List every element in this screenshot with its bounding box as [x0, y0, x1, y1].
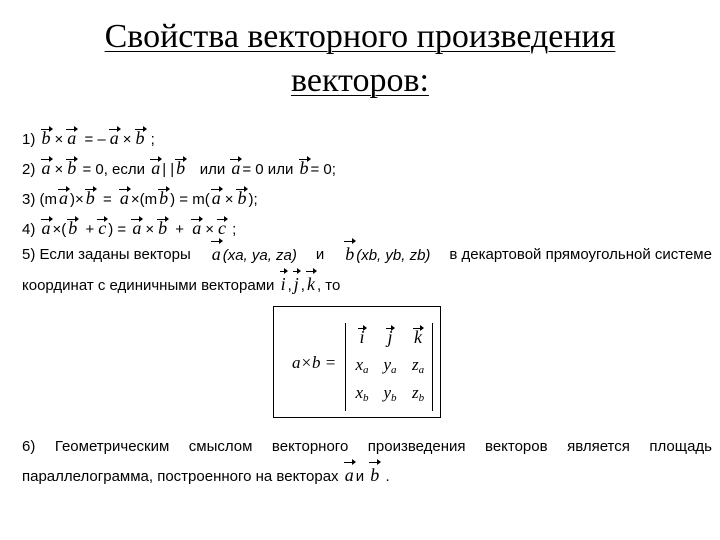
item-number: 1) [22, 131, 36, 148]
vector-a: a [41, 218, 51, 238]
vector-b: b [176, 158, 186, 178]
vector-a: a [119, 188, 129, 208]
x-letter: x [355, 355, 364, 374]
equals-zero: = 0; [310, 161, 336, 178]
vector-a: a [67, 128, 77, 148]
property-1 [22, 128, 155, 149]
vector-b: b [159, 188, 169, 208]
vector-b: b [343, 240, 356, 269]
vector-b: b [237, 188, 247, 208]
cross-symbol: × [205, 221, 214, 238]
cross-symbol: × [122, 131, 132, 148]
vector-b: b [368, 461, 381, 490]
plus: + [175, 221, 185, 238]
z-letter: z [411, 355, 419, 374]
parallel-symbol: | | [162, 161, 175, 178]
plus: + [85, 221, 95, 238]
semicolon: ; [150, 131, 155, 148]
vector-b: b [41, 128, 51, 148]
or-text: или [199, 161, 226, 178]
p5-line-2-text: координат с единичными векторами [22, 277, 275, 294]
det-za [404, 355, 432, 376]
vector-b: b [299, 158, 309, 178]
vector-a: a [59, 188, 68, 208]
cross-paren: ×(m [130, 191, 158, 208]
coords-a: (xa, ya, za) [222, 247, 297, 264]
unit-vector-i: i [359, 327, 365, 347]
subscript-a: a [391, 364, 397, 376]
cross-product-lhs: a×b = [292, 353, 337, 372]
cross-symbol: × [224, 191, 234, 208]
item-number: 3) (m [22, 191, 57, 208]
p5-rest: в декартовой прямоугольной системе [449, 246, 712, 263]
det-k [404, 327, 432, 348]
vector-a: a [231, 158, 241, 178]
det-zb [404, 383, 432, 404]
vector-a: a [151, 158, 161, 178]
vector-b: b [85, 188, 95, 208]
vector-c: c [98, 218, 107, 238]
slide-title-line-1: Свойства векторного произведения [104, 18, 616, 55]
property-5-line-2: координат с единичными векторами i , j , k , то [22, 270, 712, 300]
subscript-b: b [363, 392, 369, 404]
subscript-b: b [418, 392, 425, 404]
zero-or-text: = 0 или [242, 161, 294, 178]
det-ya [376, 355, 404, 376]
period: . [385, 468, 390, 485]
vector-b: b [135, 128, 145, 148]
cross-paren: ×( [52, 221, 67, 238]
condition-text: = 0, если [82, 161, 146, 178]
property-5 [22, 240, 712, 300]
x-letter: x [355, 383, 364, 402]
vector-b: b [68, 218, 78, 238]
determinant [345, 323, 433, 411]
vector-a: a [192, 218, 202, 238]
det-i [348, 327, 376, 348]
cross-symbol: × [54, 161, 64, 178]
y-letter: y [383, 355, 392, 374]
unit-vector-k: k [414, 327, 422, 347]
vector-a: a [343, 461, 356, 490]
close-paren: ); [248, 191, 258, 208]
vector-b: b [67, 158, 77, 178]
p5-start: 5) Если заданы векторы [22, 246, 191, 263]
equals-minus: = – [84, 131, 106, 148]
property-6 [22, 432, 712, 491]
equals: = [102, 191, 112, 208]
cross-symbol: × [54, 131, 64, 148]
unit-vector-i: i [279, 270, 288, 299]
cross-symbol: × [145, 221, 155, 238]
det-yb [376, 383, 404, 404]
p6-text: 6) Геометрическим смыслом векторного произведения векторов является площадь параллелограмма, построенного на векторах [22, 438, 712, 485]
unit-vector-k: k [305, 270, 317, 299]
subscript-b: b [391, 392, 397, 404]
vector-a: a [41, 158, 51, 178]
property-4 [22, 218, 236, 239]
paren-equals: ) = [108, 221, 127, 238]
item-number: 2) [22, 161, 36, 178]
p5-tail: , то [316, 277, 341, 294]
property-2 [22, 158, 336, 179]
equals-m: ) = m( [170, 191, 210, 208]
vector-b: b [158, 218, 168, 238]
paren-cross: )× [70, 191, 84, 208]
vector-a: a [132, 218, 142, 238]
subscript-a: a [418, 364, 425, 376]
property-3 [22, 188, 258, 209]
vector-a: a [210, 240, 223, 269]
and-text: и [315, 246, 325, 263]
vector-c: c [217, 218, 226, 238]
property-5-line-1 [22, 240, 712, 270]
unit-vector-j: j [387, 327, 393, 347]
y-letter: y [383, 383, 392, 402]
subscript-a: a [363, 364, 369, 376]
unit-vector-j: j [292, 270, 301, 299]
slide-title-line-2: векторов: [291, 62, 429, 99]
det-xb [348, 383, 376, 404]
item-number: 4) [22, 221, 36, 238]
semicolon: ; [232, 221, 237, 238]
vector-a: a [211, 188, 221, 208]
det-xa [348, 355, 376, 376]
determinant-formula-box [273, 306, 441, 418]
det-j [376, 327, 404, 348]
z-letter: z [411, 383, 419, 402]
and-text: и [355, 468, 365, 485]
coords-b: (xb, yb, zb) [356, 247, 431, 264]
vector-a: a [109, 128, 119, 148]
